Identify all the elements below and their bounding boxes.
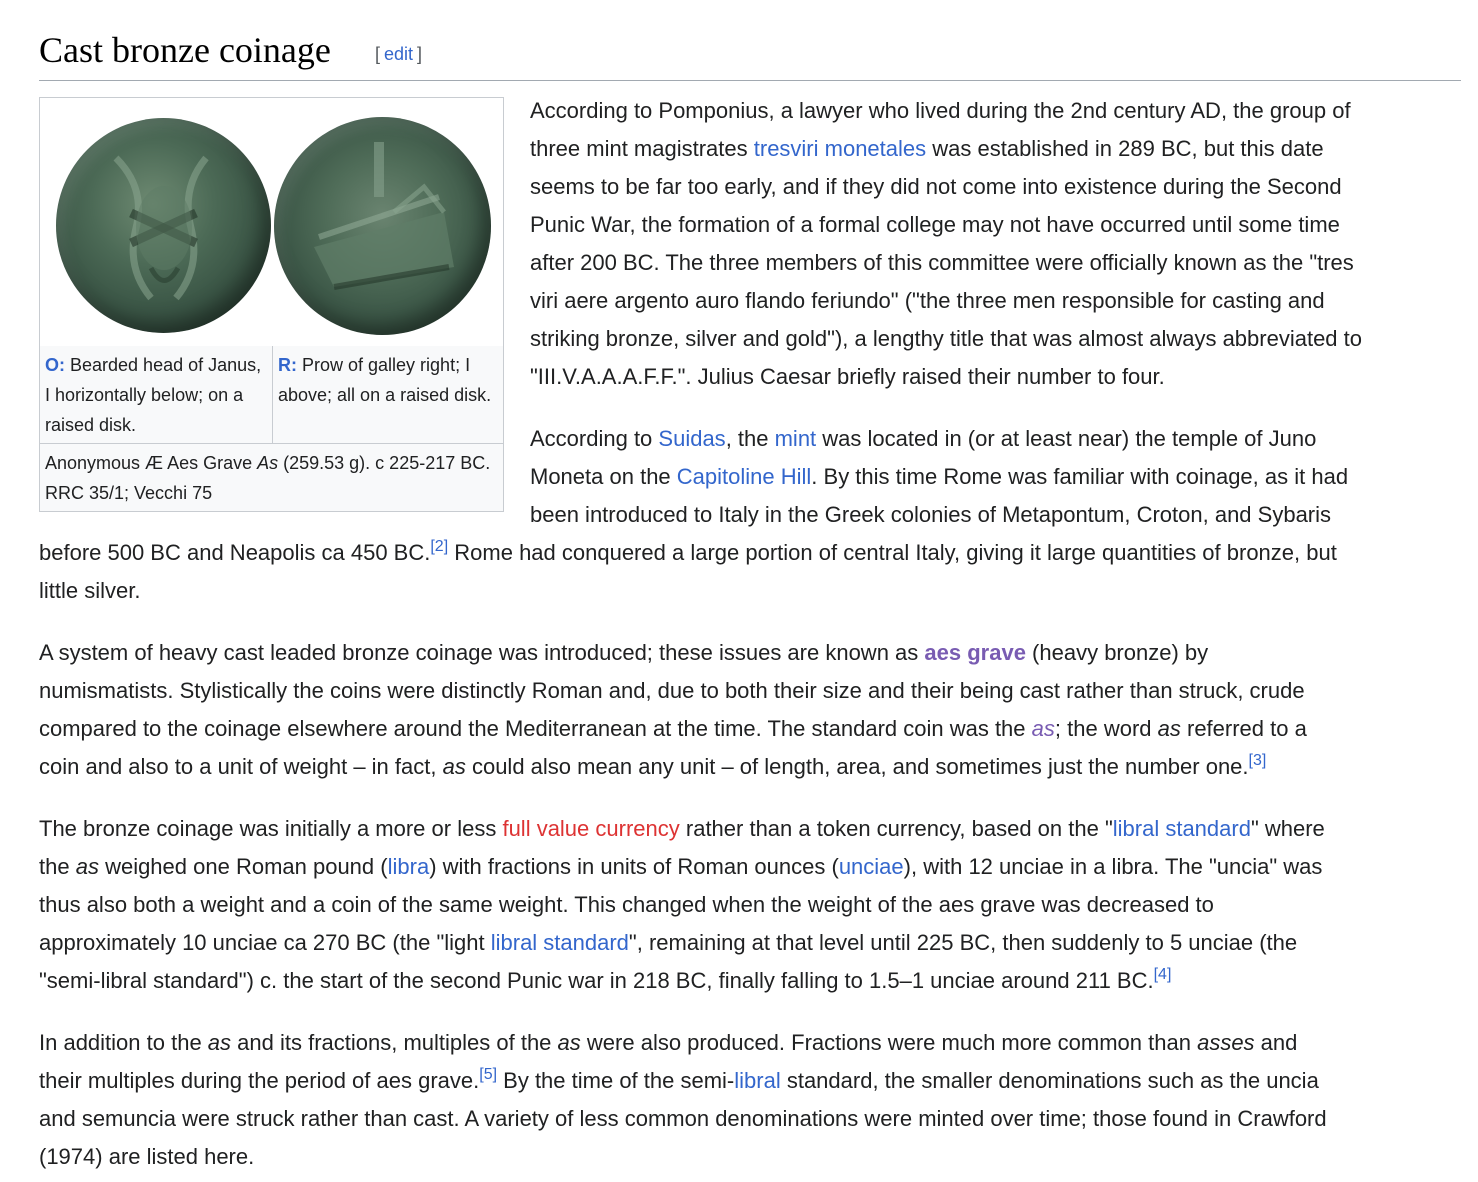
text-run: were also produced. Fractions were much more common than — [580, 1030, 1198, 1055]
text-run: ), with 12 unciae in a libra. The "uncia" was — [903, 854, 1323, 879]
text-line — [39, 748, 1464, 786]
text-line — [39, 1024, 1464, 1062]
text-line: numismatists. Stylistically the coins were distinctly Roman and, due to both their size and their being cast rather than struck, crude — [39, 678, 1305, 703]
text-line: Punic War, the formation of a formal college may not have occurred until some time — [530, 212, 1340, 237]
caption-text: Anonymous Æ Aes Grave — [45, 453, 258, 473]
janus-head-relief — [56, 118, 271, 333]
paragraph-2-bottom — [39, 534, 1464, 610]
text-run: standard, the smaller denominations such as the uncia — [780, 1068, 1319, 1093]
text-line — [530, 130, 1460, 168]
text-run: weighed one Roman pound ( — [98, 854, 388, 879]
text-run: " where — [1250, 816, 1325, 841]
obverse-caption — [40, 346, 273, 443]
text-run: and — [1254, 1030, 1298, 1055]
text-line — [530, 458, 1460, 496]
text-run: compared to the coinage elsewhere around the Mediterranean at the time. The standard coin was the — [39, 716, 1032, 741]
text-run: was established in 289 BC, but this date — [926, 136, 1324, 161]
text-run: "semi-libral standard") c. the start of the second Punic war in 218 BC, finally falling to 1.5–1 unciae around 211 BC. — [39, 968, 1154, 993]
coin-side-captions — [40, 346, 503, 444]
paragraph-1 — [530, 92, 1460, 396]
libral-standard-link-2[interactable]: libral standard — [490, 930, 629, 955]
citation-link[interactable]: [4] — [1153, 966, 1172, 983]
citation-2[interactable] — [430, 538, 448, 555]
text-run: three mint magistrates — [530, 136, 754, 161]
italic-term: as — [1157, 716, 1181, 741]
text-line — [39, 1062, 1464, 1100]
text-run: By the time of the semi- — [497, 1068, 735, 1093]
reverse-label[interactable]: R: — [278, 355, 297, 375]
citation-3[interactable] — [1249, 752, 1267, 769]
citation-link[interactable]: [3] — [1248, 752, 1267, 769]
libral-link[interactable]: libral — [734, 1068, 781, 1093]
caption-italic: As — [257, 453, 279, 473]
aes-grave-link[interactable]: aes grave — [924, 640, 1026, 665]
edit-bracket-open: [ — [375, 44, 381, 64]
tresviri-monetales-link[interactable]: tresviri monetales — [753, 136, 927, 161]
as-link-text: as — [1031, 716, 1055, 741]
reverse-coin-image[interactable] — [274, 117, 491, 335]
citation-5[interactable] — [479, 1066, 497, 1083]
italic-term: as — [75, 854, 99, 879]
italic-term: as — [207, 1030, 232, 1055]
infobox-caption — [40, 444, 503, 512]
section-title: Cast bronze coinage — [39, 30, 331, 70]
coin-infobox — [39, 97, 504, 512]
unciae-link[interactable]: unciae — [838, 854, 904, 879]
text-line: seems to be far too early, and if they did not come into existence during the Second — [530, 174, 1342, 199]
text-run: could also mean any unit – of length, area, and sometimes just the number one. — [465, 754, 1249, 779]
caption-text-end: (259.53 g). c 225-217 BC. RRC 35/1; Vecchi 75 — [45, 453, 491, 503]
text-run: According to — [530, 426, 659, 451]
text-run: before 500 BC and Neapolis ca 450 BC. — [39, 540, 431, 565]
text-line: According to Pomponius, a lawyer who lived during the 2nd century AD, the group of — [530, 98, 1351, 123]
text-line: thus also both a weight and a coin of the same weight. This changed when the weight of the aes grave was decreased to — [39, 892, 1214, 917]
text-run: Rome had conquered a large portion of central Italy, giving it large quantities of bronze, but — [448, 540, 1337, 565]
citation-4[interactable] — [1154, 966, 1172, 983]
coin-image-row[interactable] — [40, 98, 503, 347]
text-line: viri aere argento auro flando feriundo" ("the three men responsible for casting and — [530, 288, 1325, 313]
text-line: little silver. — [39, 578, 141, 603]
text-run: , the — [725, 426, 775, 451]
text-run: ", remaining at that level until 225 BC, then suddenly to 5 unciae (the — [628, 930, 1298, 955]
text-run: In addition to the — [39, 1030, 208, 1055]
paragraph-5 — [39, 1024, 1464, 1176]
text-run: (heavy bronze) by — [1025, 640, 1209, 665]
text-line: striking bronze, silver and gold"), a lengthy title that was almost always abbreviated to — [530, 326, 1363, 351]
edit-section — [375, 44, 422, 65]
reverse-description: Prow of galley right; I above; all on a raised disk. — [278, 355, 492, 405]
text-line — [39, 962, 1464, 1000]
text-line: after 200 BC. The three members of this committee were officially known as the "tres — [530, 250, 1354, 275]
paragraph-2-top — [530, 420, 1460, 534]
edit-bracket-close: ] — [417, 44, 423, 64]
citation-link[interactable]: [5] — [479, 1066, 498, 1083]
text-line: "III.V.A.A.A.F.F.". Julius Caesar briefly raised their number to four. — [530, 364, 1165, 389]
text-run: their multiples during the period of aes grave. — [39, 1068, 480, 1093]
capitoline-hill-link[interactable]: Capitoline Hill — [676, 464, 812, 489]
text-line: (1974) are listed here. — [39, 1144, 255, 1169]
obverse-coin-image[interactable] — [56, 118, 271, 333]
text-run: rather than a token currency, based on the " — [679, 816, 1113, 841]
text-run: referred to a — [1180, 716, 1307, 741]
paragraph-4 — [39, 810, 1464, 1000]
section-heading — [39, 22, 1461, 81]
text-run: ) with fractions in units of Roman ounces ( — [429, 854, 839, 879]
libra-link[interactable]: libra — [387, 854, 430, 879]
text-run: . By this time Rome was familiar with coinage, as it had — [811, 464, 1349, 489]
obverse-label[interactable]: O: — [45, 355, 65, 375]
obverse-description: Bearded head of Janus, I horizontally below; on a raised disk. — [45, 355, 262, 435]
galley-prow-relief — [274, 117, 491, 335]
italic-term: asses — [1197, 1030, 1255, 1055]
text-line — [530, 420, 1460, 458]
paragraph-3 — [39, 634, 1464, 786]
libral-standard-link[interactable]: libral standard — [1112, 816, 1251, 841]
text-line — [39, 534, 1464, 572]
edit-link[interactable]: edit — [384, 44, 414, 64]
text-line — [39, 710, 1464, 748]
text-run: was located in (or at least near) the temple of Juno — [816, 426, 1317, 451]
text-line — [39, 924, 1464, 962]
text-run: A system of heavy cast leaded bronze coinage was introduced; these issues are known as — [39, 640, 925, 665]
as-link[interactable] — [1032, 716, 1055, 741]
text-line: and semuncia were struck rather than cast. A variety of less common denominations were minted over time; those found in Crawford — [39, 1106, 1327, 1131]
italic-term: as — [442, 754, 466, 779]
text-run: approximately 10 unciae ca 270 BC (the "light — [39, 930, 491, 955]
text-line: been introduced to Italy in the Greek colonies of Metapontum, Croton, and Sybaris — [530, 502, 1332, 527]
text-run: ; the word — [1054, 716, 1158, 741]
text-run: the — [39, 854, 76, 879]
italic-term: as — [557, 1030, 581, 1055]
text-run: coin and also to a unit of weight – in fact, — [39, 754, 443, 779]
text-run: and its fractions, multiples of the — [231, 1030, 558, 1055]
citation-link[interactable]: [2] — [430, 538, 449, 555]
text-line — [39, 810, 1464, 848]
mint-link[interactable]: mint — [774, 426, 817, 451]
text-line — [39, 634, 1464, 672]
text-run: Moneta on the — [530, 464, 677, 489]
text-line — [39, 848, 1464, 886]
text-run: The bronze coinage was initially a more or less — [39, 816, 503, 841]
suidas-link[interactable]: Suidas — [658, 426, 726, 451]
full-value-currency-link[interactable]: full value currency — [502, 816, 680, 841]
reverse-caption — [273, 346, 503, 443]
